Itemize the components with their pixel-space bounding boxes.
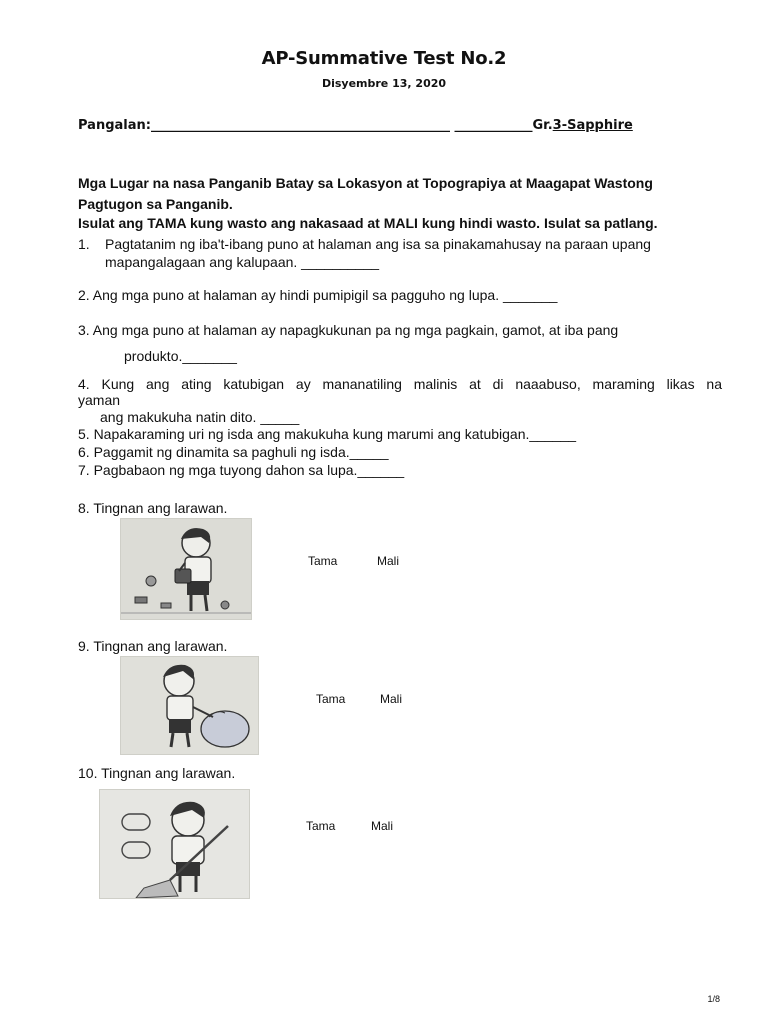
q5-text: 5. Napakaraming uri ng isda ang makukuha kung marumi ang katubigan.______ [78,426,577,442]
q6-text: 6. Paggamit ng dinamita sa paghuli ng isda._____ [78,444,389,460]
q8-picture-boy-littering [120,518,252,620]
q3-text-line1: 3. Ang mga puno at halaman ay napagkukunan pa ng mga pagkain, gamot, at iba pang [78,322,619,338]
q1-number: 1. [78,236,90,252]
q2-text: 2. Ang mga puno at halaman ay hindi pumipigil sa pagguho ng lupa. _______ [78,287,558,303]
q10-picture-boy-sweeping [99,789,250,899]
q9-text: 9. Tingnan ang larawan. [78,638,228,654]
instructions: Isulat ang TAMA kung wasto ang nakasaad at MALI kung hindi wasto. Isulat sa patlang. [78,215,658,231]
q9-choice-tama: Tama [316,692,346,706]
q4-text-line1: 4. Kung ang ating katubigan ay mananatiling malinis at di naaabuso, maraming likas na [78,376,722,392]
test-title: AP-Summative Test No.2 [261,48,507,69]
q3-text-line2: produkto._______ [124,348,237,364]
q1-text-line2: mapangalagaan ang kalupaan. __________ [105,254,380,270]
q4-text-line3: ang makukuha natin dito. _____ [100,409,300,425]
section-heading-line2: Pagtugon sa Panganib. [78,196,233,212]
q10-choice-tama: Tama [306,819,336,833]
grade-prefix: Gr. [532,118,553,133]
q10-choice-mali: Mali [371,819,394,833]
page-number: 1/8 [707,994,720,1004]
q1-text-line1: Pagtatanim ng iba't-ibang puno at halaman ang isa sa pinakamahusay na paraan upang [105,236,651,252]
section-heading-line1: Mga Lugar na nasa Panganib Batay sa Lokasyon at Topograpiya at Maagapat Wastong [78,175,653,191]
name-label: Pangalan: [78,118,151,133]
test-date: Disyembre 13, 2020 [321,77,447,90]
q4-text-line2: yaman [78,392,121,408]
q9-picture-boy-carrying-trash [120,656,259,755]
name-row [78,118,633,133]
q10-text: 10. Tingnan ang larawan. [78,765,236,781]
name-blank-2: ____________ [454,118,533,133]
q8-text: 8. Tingnan ang larawan. [78,500,228,516]
q9-choice-mali: Mali [380,692,403,706]
q8-choice-mali: Mali [377,554,400,568]
grade-section: 3-Sapphire [552,118,633,133]
q8-choice-tama: Tama [308,554,338,568]
name-blank: ______________________________________________ [150,118,450,133]
q7-text: 7. Pagbabaon ng mga tuyong dahon sa lupa.______ [78,462,405,478]
